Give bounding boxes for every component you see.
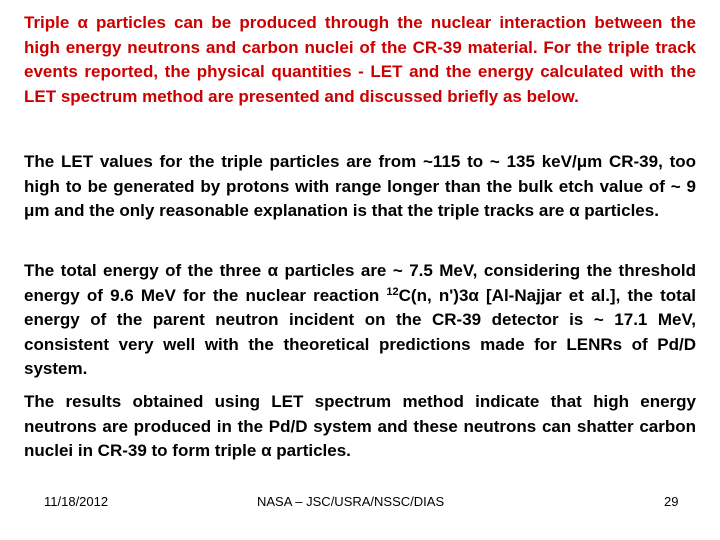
total-energy-paragraph [24,259,696,382]
footer-date: 11/18/2012 [44,494,109,509]
footer-page-number: 29 [664,494,679,509]
footer-organization: NASA – JSC/USRA/NSSC/DIAS [257,494,445,509]
results-paragraph [24,390,696,464]
intro-paragraph [24,11,696,109]
total-energy-text-a: The total energy of the three α particles are ~ 7.5 MeV, considering the threshold energy of 9.6 MeV for the nuclear reaction [24,261,696,305]
intro-text: Triple α particles can be produced through the nuclear interaction between the high energy neutrons and carbon nuclei of the CR-39 material. For the triple track events reported, the physical quantities - LET and the energy calculated with the LET spectrum method are presented and discussed briefly as below. [24,13,696,106]
let-values-paragraph [24,150,696,224]
let-values-text: The LET values for the triple particles are from ~115 to ~ 135 keV/μm CR-39, too high to be generated by protons with range longer than the bulk etch value of ~ 9 μm and the only reasonable explanation is that the triple tracks are α particles. [24,152,696,220]
total-energy-text-b: C(n, n')3α [Al-Najjar et al.], the total energy of the parent neutron incident on the CR-39 detector is ~ 17.1 MeV, consistent very well with the theoretical predictions made for LENRs of Pd/D system. [24,285,696,378]
results-text: The results obtained using LET spectrum method indicate that high energy neutrons are produced in the Pd/D system and these neutrons can shatter carbon nuclei in CR-39 to form triple α particles. [24,392,696,460]
isotope-superscript: 12 [386,285,399,298]
